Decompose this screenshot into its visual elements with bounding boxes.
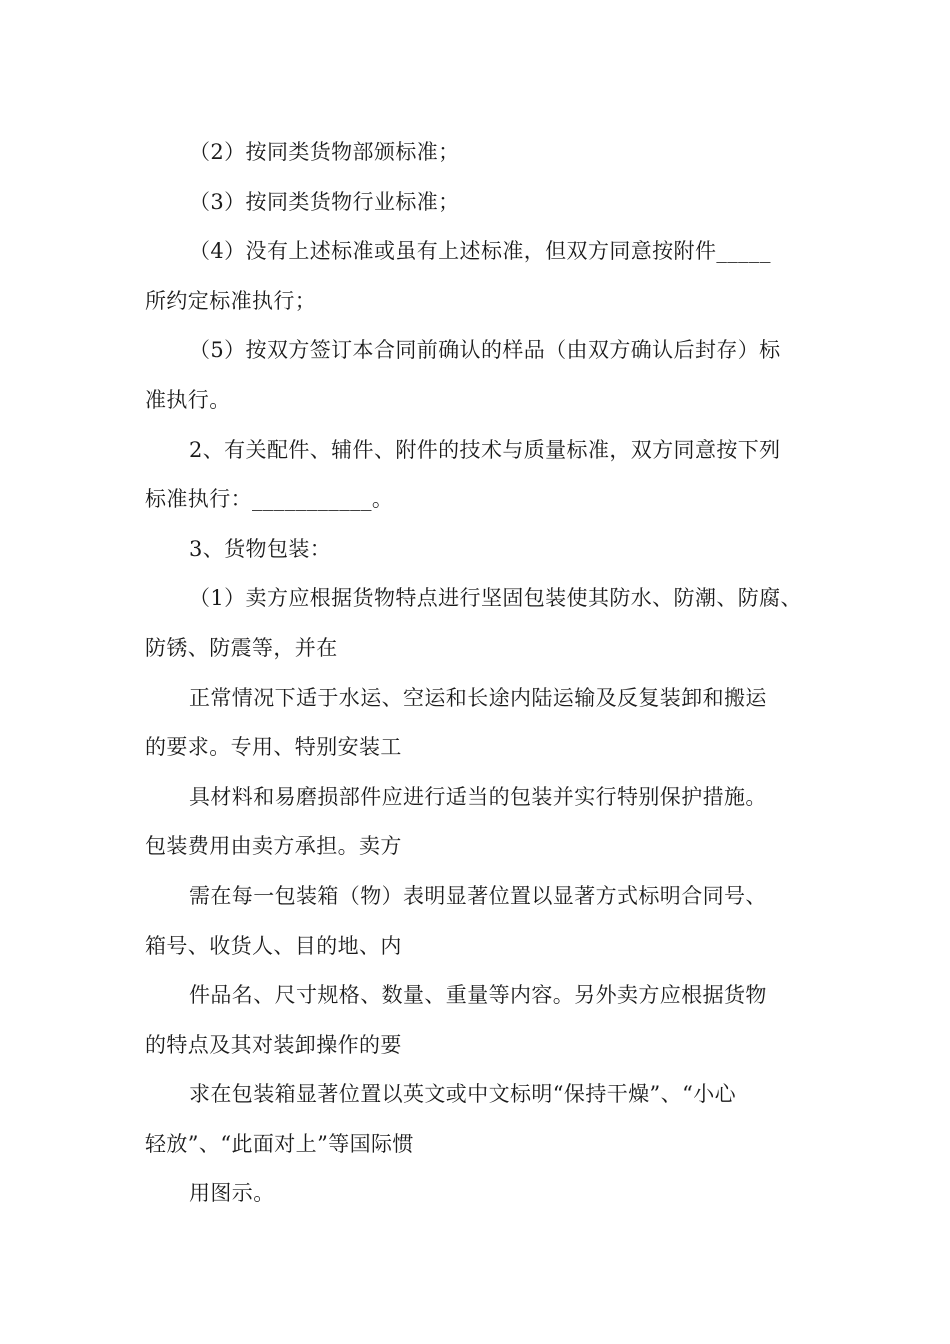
paragraph-line: 所约定标准执行； xyxy=(145,288,317,313)
paragraph-line: （1）卖方应根据货物特点进行坚固包装使其防水、防潮、防腐、 xyxy=(189,586,802,611)
paragraph-line: 用图示。 xyxy=(189,1181,275,1206)
paragraph-line: 准执行。 xyxy=(145,387,231,412)
paragraph-line: 防锈、防震等，并在 xyxy=(145,635,338,660)
paragraph-line: 正常情况下适于水运、空运和长途内陆运输及反复装卸和搬运 xyxy=(189,685,767,710)
paragraph-line: 件品名、尺寸规格、数量、重量等内容。另外卖方应根据货物 xyxy=(189,983,767,1008)
paragraph-line: 标准执行：___________。 xyxy=(145,487,394,512)
paragraph-line: （4）没有上述标准或虽有上述标准，但双方同意按附件_____ xyxy=(189,239,771,264)
paragraph-line: （5）按双方签订本合同前确认的样品（由双方确认后封存）标 xyxy=(189,338,781,363)
paragraph-line: 需在每一包装箱（物）表明显著位置以显著方式标明合同号、 xyxy=(189,883,767,908)
paragraph-line: 具材料和易磨损部件应进行适当的包装并实行特别保护措施。 xyxy=(189,784,767,809)
section-heading: 3、货物包装： xyxy=(189,536,332,561)
paragraph-line: 的特点及其对装卸操作的要 xyxy=(145,1032,402,1057)
paragraph-line: 2、有关配件、辅件、附件的技术与质量标准，双方同意按下列 xyxy=(189,437,781,462)
paragraph-line: （2）按同类货物部颁标准； xyxy=(189,140,460,164)
paragraph-line: 箱号、收货人、目的地、内 xyxy=(145,933,402,958)
paragraph-line: （3）按同类货物行业标准； xyxy=(189,189,460,214)
paragraph-line: 的要求。专用、特别安装工 xyxy=(145,735,402,760)
paragraph-line: 包装费用由卖方承担。卖方 xyxy=(145,834,402,859)
document-body xyxy=(145,128,810,1219)
paragraph-line: 轻放”、“此面对上”等国际惯 xyxy=(145,1131,414,1156)
paragraph-line: 求在包装箱显著位置以英文或中文标明“保持干燥”、“小心 xyxy=(189,1082,737,1107)
